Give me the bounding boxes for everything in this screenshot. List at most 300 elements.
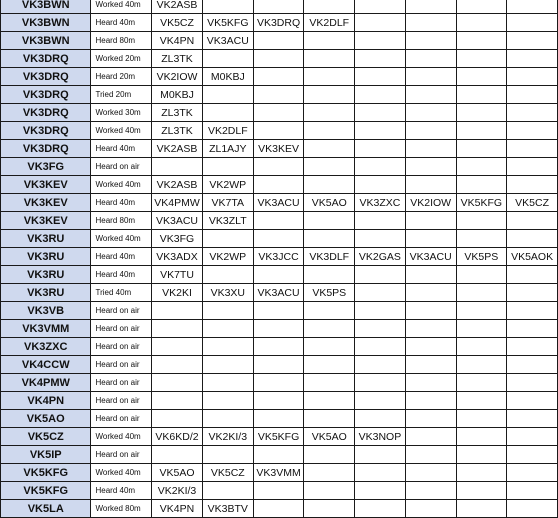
- status-cell: Heard on air: [91, 158, 152, 176]
- status-cell: Tried 40m: [91, 284, 152, 302]
- callsign-cell: VK3ZXC: [1, 338, 91, 356]
- contact-cell: [253, 158, 304, 176]
- table-row: [1, 374, 558, 392]
- callsign-cell: VK5AO: [1, 410, 91, 428]
- contact-cell: [456, 338, 507, 356]
- contact-cell: [456, 50, 507, 68]
- contact-cell: [355, 230, 406, 248]
- contact-cell: [405, 284, 456, 302]
- contact-cell: VK3XU: [202, 284, 253, 302]
- contact-cell: [202, 338, 253, 356]
- contact-cell: [507, 482, 558, 500]
- table-row: [1, 464, 558, 482]
- status-cell: Heard 40m: [91, 482, 152, 500]
- contact-cell: VK2DLF: [304, 14, 355, 32]
- contact-cell: [152, 446, 203, 464]
- contact-cell: [202, 410, 253, 428]
- table-row: [1, 392, 558, 410]
- contact-cell: [253, 356, 304, 374]
- status-cell: Heard 20m: [91, 68, 152, 86]
- contact-cell: VK2KI/3: [202, 428, 253, 446]
- contact-cell: [355, 356, 406, 374]
- contact-cell: VK5CZ: [202, 464, 253, 482]
- contact-cell: [456, 374, 507, 392]
- contact-cell: [355, 266, 406, 284]
- contact-cell: [507, 446, 558, 464]
- contact-cell: [507, 284, 558, 302]
- contact-cell: [304, 374, 355, 392]
- contact-cell: VK2WP: [202, 248, 253, 266]
- contact-cell: [507, 0, 558, 14]
- contact-cell: VK7TU: [152, 266, 203, 284]
- contact-cell: [355, 320, 406, 338]
- contact-cell: [405, 428, 456, 446]
- contact-cell: [253, 446, 304, 464]
- contact-cell: [253, 32, 304, 50]
- contact-cell: VK5CZ: [507, 194, 558, 212]
- contact-cell: [152, 356, 203, 374]
- contact-cell: [253, 338, 304, 356]
- status-cell: Worked 40m: [91, 122, 152, 140]
- contact-cell: ZL1AJY: [202, 140, 253, 158]
- contact-cell: [507, 392, 558, 410]
- contact-cell: [507, 176, 558, 194]
- contact-cell: [456, 464, 507, 482]
- status-cell: Heard on air: [91, 410, 152, 428]
- contact-cell: [253, 122, 304, 140]
- contact-cell: [304, 0, 355, 14]
- contact-cell: [253, 482, 304, 500]
- contact-cell: VK3JCC: [253, 248, 304, 266]
- contact-cell: [355, 482, 406, 500]
- status-cell: Tried 20m: [91, 86, 152, 104]
- callsign-cell: VK5LA: [1, 500, 91, 518]
- table-row: [1, 14, 558, 32]
- contact-cell: [355, 212, 406, 230]
- contact-cell: [507, 14, 558, 32]
- status-cell: Heard on air: [91, 338, 152, 356]
- contact-cell: [355, 284, 406, 302]
- contact-cell: [405, 176, 456, 194]
- status-cell: Heard 40m: [91, 140, 152, 158]
- contact-cell: [152, 410, 203, 428]
- status-cell: Heard on air: [91, 374, 152, 392]
- contact-cell: [405, 140, 456, 158]
- contact-cell: [152, 392, 203, 410]
- contact-cell: [304, 176, 355, 194]
- table-row: [1, 356, 558, 374]
- contact-cell: ZL3TK: [152, 50, 203, 68]
- contact-cell: [253, 104, 304, 122]
- contact-cell: [355, 50, 406, 68]
- contact-cell: [304, 482, 355, 500]
- contact-cell: [507, 230, 558, 248]
- contact-cell: [202, 392, 253, 410]
- contact-cell: [456, 392, 507, 410]
- contact-cell: [405, 122, 456, 140]
- contact-cell: VK3NOP: [355, 428, 406, 446]
- contact-cell: [456, 158, 507, 176]
- callsign-cell: VK5CZ: [1, 428, 91, 446]
- contact-cell: VK3BTV: [202, 500, 253, 518]
- contact-cell: VK5PS: [456, 248, 507, 266]
- contact-cell: [456, 14, 507, 32]
- contact-cell: [304, 86, 355, 104]
- contact-cell: M0KBJ: [202, 68, 253, 86]
- contact-cell: [405, 212, 456, 230]
- contact-cell: [507, 140, 558, 158]
- status-cell: Heard on air: [91, 302, 152, 320]
- status-cell: Worked 40m: [91, 428, 152, 446]
- contact-cell: [507, 356, 558, 374]
- contact-cell: [456, 212, 507, 230]
- contact-cell: [405, 320, 456, 338]
- contact-cell: [507, 32, 558, 50]
- contact-cell: [507, 86, 558, 104]
- contact-cell: [152, 158, 203, 176]
- status-cell: Heard 40m: [91, 266, 152, 284]
- contact-cell: [202, 446, 253, 464]
- contact-cell: VK5AOK: [507, 248, 558, 266]
- table-row: [1, 482, 558, 500]
- contact-cell: VK7TA: [202, 194, 253, 212]
- contact-cell: [152, 374, 203, 392]
- contact-cell: [304, 32, 355, 50]
- contact-cell: [253, 266, 304, 284]
- callsign-cell: VK3BWN: [1, 0, 91, 14]
- table-row: [1, 302, 558, 320]
- contact-cell: [202, 302, 253, 320]
- contact-cell: [507, 338, 558, 356]
- contact-cell: [304, 446, 355, 464]
- contact-cell: [456, 446, 507, 464]
- contact-cell: [253, 410, 304, 428]
- table-row: [1, 284, 558, 302]
- contact-cell: VK3DLF: [304, 248, 355, 266]
- contact-cell: [456, 266, 507, 284]
- contact-cell: [355, 104, 406, 122]
- contact-cell: VK5PS: [304, 284, 355, 302]
- contact-cell: [456, 482, 507, 500]
- callsign-cell: VK3VB: [1, 302, 91, 320]
- contact-cell: [507, 320, 558, 338]
- contact-cell: [355, 500, 406, 518]
- contact-cell: [456, 428, 507, 446]
- table-row: [1, 338, 558, 356]
- contact-cell: [202, 50, 253, 68]
- contact-cell: [507, 302, 558, 320]
- contact-cell: [405, 230, 456, 248]
- contact-cell: [355, 464, 406, 482]
- callsign-cell: VK3FG: [1, 158, 91, 176]
- contact-cell: VK2KI: [152, 284, 203, 302]
- callsign-cell: VK3RU: [1, 284, 91, 302]
- status-cell: Worked 40m: [91, 0, 152, 14]
- contact-cell: [456, 104, 507, 122]
- contact-cell: [202, 104, 253, 122]
- contact-cell: VK3ACU: [253, 194, 304, 212]
- contact-cell: [507, 68, 558, 86]
- table-row: [1, 320, 558, 338]
- contact-cell: [507, 158, 558, 176]
- contact-cell: [304, 500, 355, 518]
- contact-cell: [507, 104, 558, 122]
- callsign-cell: VK3BWN: [1, 32, 91, 50]
- contact-cell: [304, 320, 355, 338]
- contact-cell: [304, 266, 355, 284]
- contact-cell: [456, 320, 507, 338]
- contact-cell: [405, 0, 456, 14]
- contact-cell: [355, 410, 406, 428]
- callsign-cell: VK4PMW: [1, 374, 91, 392]
- contact-cell: [456, 86, 507, 104]
- contact-cell: [304, 212, 355, 230]
- contact-cell: [507, 428, 558, 446]
- contact-cell: [405, 68, 456, 86]
- contact-cell: [304, 158, 355, 176]
- contact-cell: VK3ACU: [152, 212, 203, 230]
- contact-cell: [456, 176, 507, 194]
- contact-cell: [405, 410, 456, 428]
- status-cell: Heard on air: [91, 356, 152, 374]
- table-row: [1, 446, 558, 464]
- callsign-cell: VK3BWN: [1, 14, 91, 32]
- table-row: [1, 500, 558, 518]
- callsign-cell: VK4PN: [1, 392, 91, 410]
- table-row: [1, 122, 558, 140]
- contact-cell: VK3KEV: [253, 140, 304, 158]
- contact-cell: [456, 32, 507, 50]
- contact-cell: [253, 230, 304, 248]
- contact-cell: [507, 410, 558, 428]
- contact-cell: VK3VMM: [253, 464, 304, 482]
- status-cell: Worked 30m: [91, 104, 152, 122]
- status-cell: Heard on air: [91, 392, 152, 410]
- callsign-cell: VK5IP: [1, 446, 91, 464]
- contact-cell: VK2DLF: [202, 122, 253, 140]
- contact-cell: [253, 302, 304, 320]
- contact-cell: [253, 176, 304, 194]
- contact-cell: [507, 122, 558, 140]
- table-row: [1, 50, 558, 68]
- contact-cell: VK5KFG: [202, 14, 253, 32]
- contact-cell: [253, 320, 304, 338]
- contact-cell: [202, 482, 253, 500]
- contact-cell: [355, 374, 406, 392]
- contact-cell: VK5AO: [152, 464, 203, 482]
- table-row: [1, 266, 558, 284]
- table-row: [1, 212, 558, 230]
- contact-cell: VK2KI/3: [152, 482, 203, 500]
- contact-cell: [456, 356, 507, 374]
- contact-cell: [304, 122, 355, 140]
- table-row: [1, 194, 558, 212]
- contact-cell: [456, 284, 507, 302]
- contact-cell: [405, 302, 456, 320]
- table-row: [1, 248, 558, 266]
- status-cell: Heard on air: [91, 320, 152, 338]
- contact-cell: [253, 0, 304, 14]
- contact-cell: [355, 338, 406, 356]
- table-row: [1, 176, 558, 194]
- contact-cell: M0KBJ: [152, 86, 203, 104]
- contact-cell: [405, 50, 456, 68]
- contact-cell: VK3ADX: [152, 248, 203, 266]
- callsign-cell: VK3DRQ: [1, 68, 91, 86]
- contact-cell: [304, 230, 355, 248]
- contact-cell: VK4PN: [152, 32, 203, 50]
- table-row: [1, 0, 558, 14]
- contact-cell: [355, 32, 406, 50]
- contact-cell: [355, 0, 406, 14]
- table-row: [1, 428, 558, 446]
- contact-cell: [507, 464, 558, 482]
- callsign-cell: VK3VMM: [1, 320, 91, 338]
- contact-cell: [304, 68, 355, 86]
- table-row: [1, 68, 558, 86]
- contact-cell: [456, 410, 507, 428]
- contact-cell: VK2IOW: [152, 68, 203, 86]
- callsign-cell: VK3KEV: [1, 194, 91, 212]
- contact-cell: VK3ZLT: [202, 212, 253, 230]
- contact-cell: [253, 50, 304, 68]
- contact-cell: [304, 356, 355, 374]
- contact-cell: [355, 122, 406, 140]
- status-cell: Heard 80m: [91, 32, 152, 50]
- status-cell: Worked 40m: [91, 230, 152, 248]
- contact-cell: VK5CZ: [152, 14, 203, 32]
- contact-cell: [152, 338, 203, 356]
- contact-cell: [456, 302, 507, 320]
- contact-cell: VK3FG: [152, 230, 203, 248]
- contact-cell: [253, 500, 304, 518]
- contact-cell: VK2ASB: [152, 176, 203, 194]
- contact-cell: [202, 374, 253, 392]
- status-cell: Heard 40m: [91, 194, 152, 212]
- contact-cell: [507, 50, 558, 68]
- contact-cell: [304, 464, 355, 482]
- table-row: [1, 140, 558, 158]
- callsign-cell: VK3DRQ: [1, 140, 91, 158]
- contact-cell: [253, 86, 304, 104]
- contact-cell: VK2WP: [202, 176, 253, 194]
- contact-cell: [405, 374, 456, 392]
- contact-cell: [253, 392, 304, 410]
- contact-cell: [202, 266, 253, 284]
- contact-cell: VK2ASB: [152, 0, 203, 14]
- contact-cell: [304, 302, 355, 320]
- contact-cell: [405, 104, 456, 122]
- status-cell: Worked 40m: [91, 464, 152, 482]
- contact-cell: VK3DRQ: [253, 14, 304, 32]
- table-row: [1, 410, 558, 428]
- contact-cell: [355, 14, 406, 32]
- contact-cell: VK3ZXC: [355, 194, 406, 212]
- contact-cell: [355, 392, 406, 410]
- table-row: [1, 158, 558, 176]
- contact-cell: [405, 500, 456, 518]
- contact-cell: [304, 338, 355, 356]
- contact-cell: VK2IOW: [405, 194, 456, 212]
- contact-cell: [405, 356, 456, 374]
- contact-cell: [507, 212, 558, 230]
- contact-cell: [355, 446, 406, 464]
- contact-cell: VK2ASB: [152, 140, 203, 158]
- contact-cell: [202, 230, 253, 248]
- status-cell: Heard 80m: [91, 212, 152, 230]
- contact-cell: VK3ACU: [253, 284, 304, 302]
- contact-cell: [355, 302, 406, 320]
- callsign-cell: VK3RU: [1, 248, 91, 266]
- table-row: [1, 104, 558, 122]
- contact-cell: [405, 392, 456, 410]
- status-cell: Heard 40m: [91, 14, 152, 32]
- contact-cell: [202, 356, 253, 374]
- contact-cell: [355, 176, 406, 194]
- contact-cell: VK6KD/2: [152, 428, 203, 446]
- contact-cell: ZL3TK: [152, 122, 203, 140]
- contact-cell: VK4PMW: [152, 194, 203, 212]
- table-row: [1, 230, 558, 248]
- contact-cell: [304, 140, 355, 158]
- callsign-cell: VK3DRQ: [1, 86, 91, 104]
- contact-cell: [304, 104, 355, 122]
- contact-cell: [405, 446, 456, 464]
- contact-cell: [304, 410, 355, 428]
- contact-cell: [304, 392, 355, 410]
- callsign-cell: VK4CCW: [1, 356, 91, 374]
- contact-cell: [507, 266, 558, 284]
- contact-cell: VK5AO: [304, 194, 355, 212]
- contact-cell: [456, 122, 507, 140]
- contact-cell: [456, 68, 507, 86]
- contact-cell: [405, 86, 456, 104]
- contact-cell: VK3ACU: [202, 32, 253, 50]
- contact-cell: [456, 0, 507, 14]
- callsign-cell: VK3KEV: [1, 212, 91, 230]
- contact-cell: [304, 50, 355, 68]
- status-cell: Heard 40m: [91, 248, 152, 266]
- status-cell: Worked 80m: [91, 500, 152, 518]
- contact-cell: [253, 68, 304, 86]
- status-cell: Worked 40m: [91, 176, 152, 194]
- callsign-cell: VK3KEV: [1, 176, 91, 194]
- contact-cell: [253, 212, 304, 230]
- contact-cell: [355, 68, 406, 86]
- contact-log-body: [1, 0, 558, 518]
- contact-cell: [202, 158, 253, 176]
- contact-cell: [405, 32, 456, 50]
- callsign-cell: VK3DRQ: [1, 50, 91, 68]
- callsign-cell: VK5KFG: [1, 482, 91, 500]
- contact-cell: [405, 266, 456, 284]
- contact-cell: [507, 500, 558, 518]
- contact-cell: [355, 158, 406, 176]
- contact-cell: VK5KFG: [456, 194, 507, 212]
- contact-cell: [152, 320, 203, 338]
- table-row: [1, 86, 558, 104]
- callsign-cell: VK3RU: [1, 230, 91, 248]
- contact-cell: [152, 302, 203, 320]
- contact-cell: VK3ACU: [405, 248, 456, 266]
- contact-cell: VK5KFG: [253, 428, 304, 446]
- contact-cell: [202, 86, 253, 104]
- contact-cell: VK2GAS: [355, 248, 406, 266]
- contact-cell: [405, 482, 456, 500]
- contact-cell: [456, 500, 507, 518]
- contact-cell: [405, 158, 456, 176]
- contact-cell: VK4PN: [152, 500, 203, 518]
